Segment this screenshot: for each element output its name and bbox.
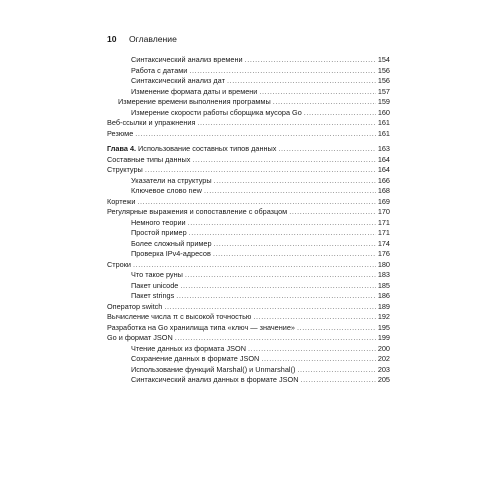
toc-entry-title: Сохранение данных в формате JSON — [131, 354, 260, 363]
toc-entry-title: Синтаксический анализ дат — [131, 76, 225, 85]
toc-page-number: 176 — [377, 249, 390, 258]
toc-page-number: 160 — [377, 107, 390, 117]
toc-section-before — [107, 55, 390, 139]
leader-dots — [188, 218, 376, 228]
toc-page-number: 164 — [377, 154, 390, 164]
toc-entry-title: Измерение скорости работы сборщика мусора Go — [131, 107, 302, 117]
toc-entry[interactable] — [107, 375, 390, 386]
toc-entry-title: Go и формат JSON — [107, 333, 173, 342]
leader-dots — [176, 291, 376, 301]
table-of-contents — [107, 55, 390, 386]
toc-entry-title: Проверка IPv4-адресов — [131, 249, 211, 258]
toc-entry[interactable] — [107, 76, 390, 87]
leader-dots — [204, 186, 376, 196]
toc-entry-title: Веб-ссылки и упражнения — [107, 118, 196, 127]
toc-page-number: 161 — [377, 128, 390, 138]
leader-dots — [197, 118, 375, 128]
toc-page-number: 171 — [377, 217, 390, 227]
toc-entry[interactable] — [107, 129, 390, 140]
toc-entry-title: Пакет strings — [131, 291, 175, 300]
toc-entry[interactable] — [107, 97, 390, 108]
toc-entry[interactable] — [107, 323, 390, 334]
toc-entry-title: Разработка на Go хранилища типа «ключ — значение» — [107, 322, 295, 332]
toc-page-number: 200 — [377, 343, 390, 353]
leader-dots — [185, 270, 376, 280]
toc-entry-title: Составные типы данных — [107, 154, 191, 164]
toc-page-number: 203 — [377, 364, 390, 374]
toc-entry[interactable] — [107, 344, 390, 355]
toc-page-number: 156 — [377, 65, 390, 75]
toc-entry-title: Синтаксический анализ времени — [131, 55, 243, 64]
leader-dots — [297, 365, 375, 375]
leader-dots — [189, 66, 375, 76]
toc-entry[interactable] — [107, 55, 390, 66]
leader-dots — [133, 260, 376, 270]
toc-page-number: 186 — [377, 291, 390, 300]
toc-entry-title: Измерение времени выполнения программы — [118, 97, 271, 106]
toc-entry[interactable] — [107, 165, 390, 176]
toc-page-number: 154 — [377, 55, 390, 64]
toc-entry-title: Простой пример — [131, 228, 187, 237]
leader-dots — [304, 108, 376, 118]
toc-entry-title: Ключевое слово new — [131, 186, 202, 195]
toc-entry[interactable] — [107, 354, 390, 365]
toc-entry[interactable] — [107, 87, 390, 98]
toc-entry-title: Резюме — [107, 128, 134, 138]
toc-entry[interactable] — [107, 108, 390, 119]
toc-entry[interactable] — [107, 281, 390, 292]
toc-page-number: 205 — [377, 375, 390, 384]
toc-page-number: 156 — [377, 76, 390, 85]
toc-entry-title: Оператор switch — [107, 301, 163, 311]
toc-entry-title: Регулярные выражения и сопоставление с образцом — [107, 207, 288, 216]
leader-dots — [192, 155, 375, 165]
leader-dots — [245, 55, 376, 65]
toc-entry[interactable] — [107, 176, 390, 187]
leader-dots — [164, 302, 375, 312]
toc-page-number: 174 — [377, 238, 390, 248]
toc-entry[interactable] — [107, 260, 390, 271]
toc-entry[interactable] — [107, 218, 390, 229]
toc-entry[interactable] — [107, 207, 390, 218]
toc-page-number: 169 — [377, 196, 390, 206]
toc-entry[interactable] — [107, 239, 390, 250]
toc-page-number: 199 — [377, 333, 390, 342]
toc-entry-title: Строки — [107, 259, 131, 269]
page-header — [107, 34, 177, 44]
toc-entry[interactable] — [107, 186, 390, 197]
toc-entry[interactable] — [107, 66, 390, 77]
toc-entry[interactable] — [107, 312, 390, 323]
leader-dots — [145, 165, 376, 175]
toc-entry-title: Синтаксический анализ данных в формате JSON — [131, 375, 299, 384]
leader-dots — [189, 228, 376, 238]
toc-page-number: 159 — [377, 97, 390, 106]
chapter-title: Использование составных типов данных — [136, 144, 277, 153]
toc-page-number: 180 — [377, 259, 390, 269]
leader-dots — [135, 129, 376, 139]
toc-section-after — [107, 155, 390, 386]
toc-entry-title: Использование функций Marshal() и Unmarshal() — [131, 364, 296, 374]
toc-entry-title: Изменение формата даты и времени — [131, 86, 258, 96]
leader-dots — [273, 97, 376, 107]
toc-entry[interactable] — [107, 155, 390, 166]
toc-entry-title: Вычисление числа π с высокой точностью — [107, 312, 252, 321]
toc-entry[interactable] — [107, 333, 390, 344]
leader-dots — [214, 239, 376, 249]
leader-dots — [297, 323, 376, 333]
toc-page-number: 189 — [377, 301, 390, 311]
toc-page-number: 192 — [377, 312, 390, 321]
toc-page-number: 164 — [377, 165, 390, 174]
toc-entry-title: Работа с датами — [131, 65, 188, 75]
toc-entry-title: Чтение данных из формата JSON — [131, 343, 246, 353]
leader-dots — [261, 354, 375, 364]
toc-page-number: 161 — [377, 118, 390, 127]
toc-page-number: 163 — [377, 144, 390, 153]
toc-entry-title: Указатели на структуры — [131, 175, 212, 185]
leader-dots — [248, 344, 376, 354]
toc-entry[interactable] — [107, 249, 390, 260]
leader-dots — [175, 333, 376, 343]
toc-entry[interactable] — [107, 118, 390, 129]
page-number: 10 — [107, 34, 117, 44]
toc-page-number: 168 — [377, 186, 390, 195]
toc-page-number: 185 — [377, 280, 390, 290]
toc-page-number: 195 — [377, 322, 390, 332]
toc-chapter-title — [107, 144, 276, 154]
toc-entry-title: Что такое руны — [131, 270, 183, 279]
toc-page-number: 170 — [377, 207, 390, 216]
leader-dots — [300, 375, 375, 385]
leader-dots — [180, 281, 375, 291]
toc-entry-title: Более сложный пример — [131, 238, 212, 248]
running-title: Оглавление — [128, 34, 177, 44]
leader-dots — [213, 249, 376, 259]
toc-page-number: 202 — [377, 354, 390, 363]
toc-entry[interactable] — [107, 365, 390, 376]
toc-page-number: 166 — [377, 175, 390, 185]
toc-entry[interactable] — [107, 228, 390, 239]
leader-dots — [137, 197, 375, 207]
toc-chapter-entry[interactable] — [107, 144, 390, 155]
chapter-label: Глава 4. — [107, 144, 137, 153]
leader-dots — [253, 312, 375, 322]
toc-entry-title: Пакет unicode — [131, 280, 179, 290]
toc-page-number: 171 — [377, 228, 390, 237]
toc-entry[interactable] — [107, 197, 390, 208]
toc-entry[interactable] — [107, 270, 390, 281]
leader-dots — [278, 144, 375, 154]
toc-entry-title: Кортежи — [107, 196, 136, 206]
leader-dots — [289, 207, 376, 217]
leader-dots — [259, 87, 375, 97]
toc-entry[interactable] — [107, 291, 390, 302]
toc-entry-title: Немного теории — [131, 217, 186, 227]
leader-dots — [214, 176, 376, 186]
toc-page-number: 183 — [377, 270, 390, 279]
toc-page-number: 157 — [377, 86, 390, 96]
toc-entry-title: Структуры — [107, 165, 143, 174]
toc-entry[interactable] — [107, 302, 390, 313]
leader-dots — [227, 76, 376, 86]
